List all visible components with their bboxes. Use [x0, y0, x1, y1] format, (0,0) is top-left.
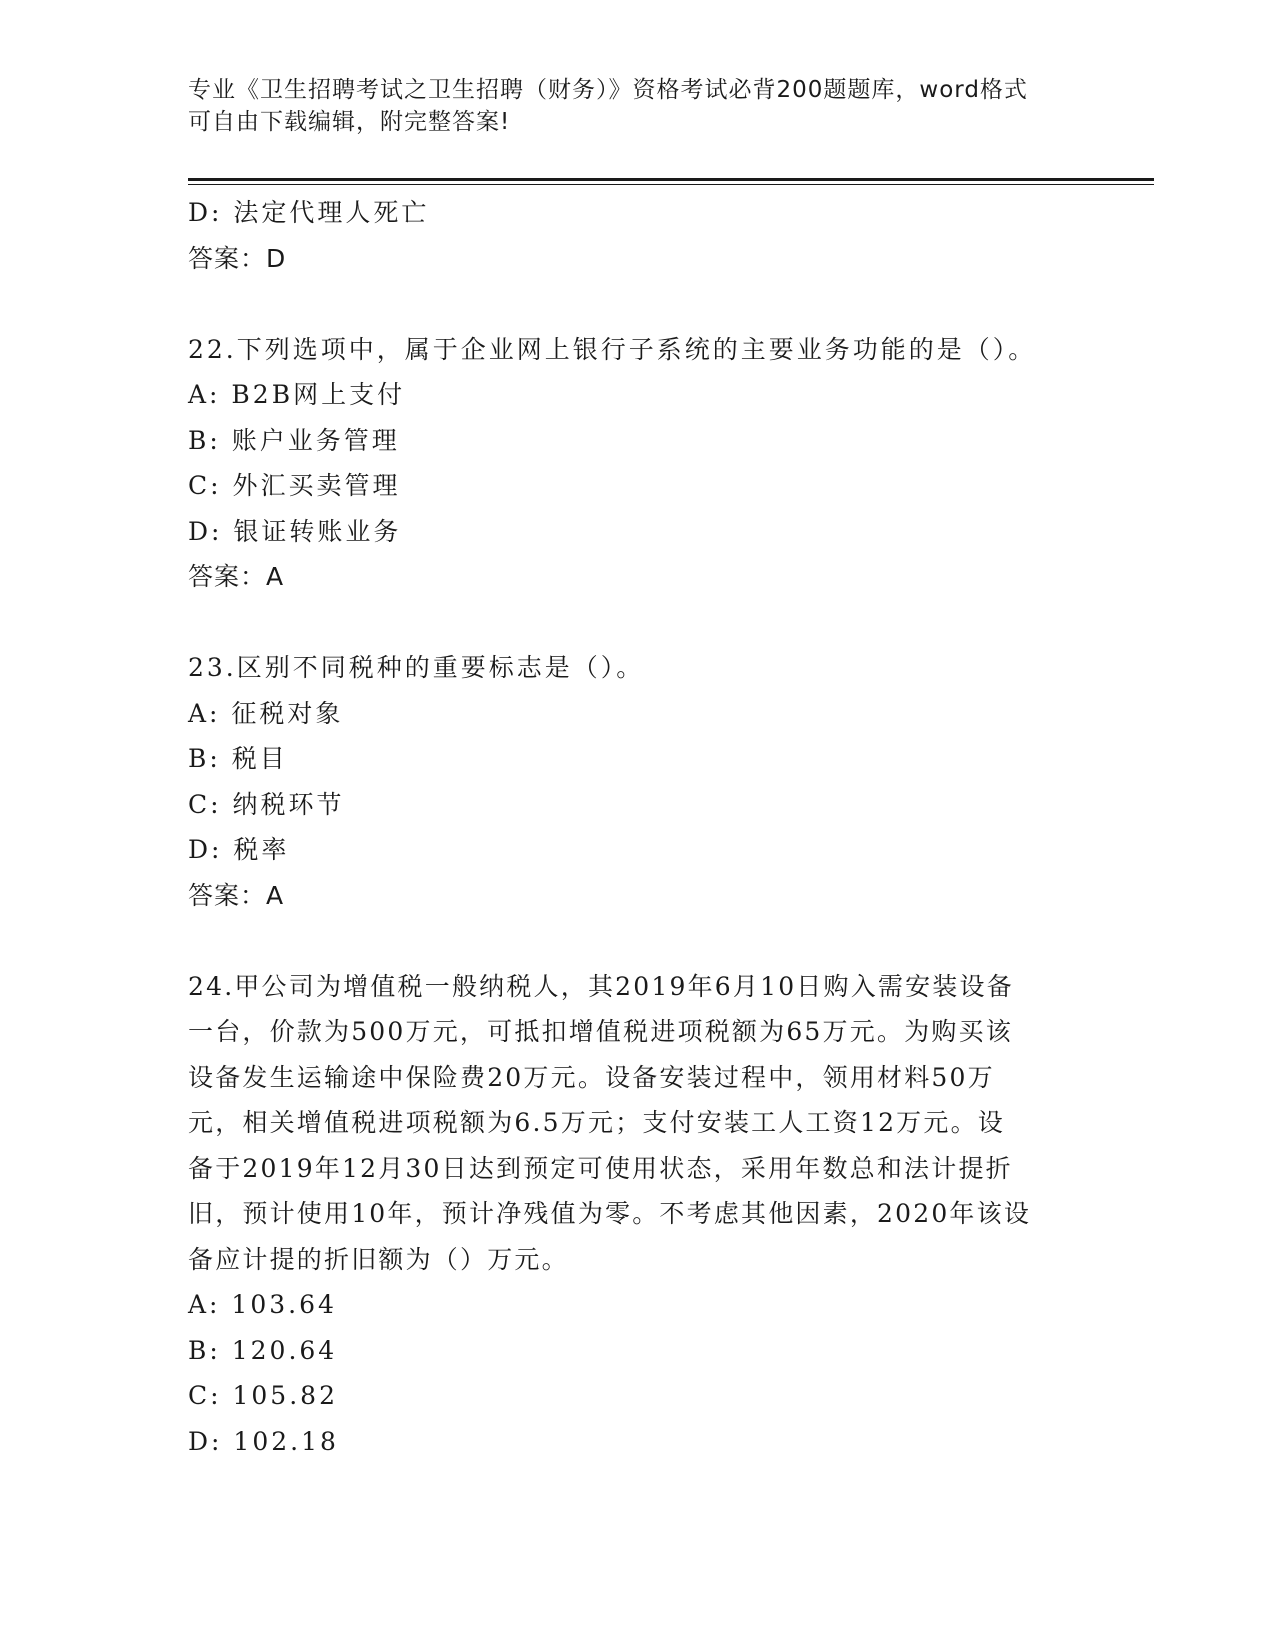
option-a: A: 103.64: [188, 1290, 337, 1319]
option-c: C: 纳税环节: [188, 789, 345, 819]
stem-line: 24.甲公司为增值税一般纳税人，其2019年6月10日购入需安装设备: [188, 971, 1014, 1001]
question-stem: [188, 964, 1088, 1283]
stem-line: 备于2019年12月30日达到预定可使用状态，采用年数总和法计提折: [188, 1153, 1013, 1183]
stem-line: 元，相关增值税进项税额为6.5万元；支付安装工人工资12万元。设: [188, 1108, 1005, 1137]
answer: 答案：A: [188, 880, 285, 910]
option-d: D: 税率: [188, 835, 290, 864]
stem-line: 旧，预计使用10年，预计净残值为零。不考虑其他因素，2020年该设: [188, 1199, 1032, 1228]
question-stem: 22.下列选项中，属于企业网上银行子系统的主要业务功能的是（）。: [188, 334, 1037, 364]
question-22: [188, 327, 1088, 600]
header-line-1: 专业《卫生招聘考试之卫生招聘（财务）》资格考试必背200题题库，word格式: [188, 77, 1028, 103]
answer: 答案：D: [188, 243, 287, 273]
option-d: D: 银证转账业务: [188, 516, 402, 546]
option-b: B: 120.64: [188, 1335, 338, 1365]
stem-line: 一台，价款为500万元，可抵扣增值税进项税额为65万元。为购买该: [188, 1017, 1013, 1046]
question-23: [188, 645, 1088, 918]
option-b: B: 账户业务管理: [188, 425, 400, 455]
document-body: [188, 190, 1088, 1464]
option-c: C: 105.82: [188, 1381, 338, 1410]
answer: 答案：A: [188, 562, 285, 591]
header-divider-thin: [188, 184, 1154, 185]
header-divider-thick: [188, 178, 1154, 181]
header-line-2: 可自由下载编辑，附完整答案!: [188, 109, 511, 135]
option-c: C: 外汇买卖管理: [188, 471, 401, 500]
stem-line: 备应计提的折旧额为（）万元。: [188, 1244, 569, 1274]
option-b: B: 税目: [188, 744, 288, 773]
document-header: [188, 74, 1068, 138]
question-stem: 23.区别不同税种的重要标志是（）。: [188, 653, 645, 682]
option-a: A: B2B网上支付: [188, 380, 406, 409]
option-d: D: 法定代理人死亡: [188, 198, 430, 227]
option-d: D: 102.18: [188, 1426, 339, 1456]
question-24: [188, 964, 1088, 1465]
stem-line: 设备发生运输途中保险费20万元。设备安装过程中，领用材料50万: [188, 1062, 995, 1092]
previous-question-tail: [188, 190, 1088, 281]
option-a: A: 征税对象: [188, 698, 344, 728]
